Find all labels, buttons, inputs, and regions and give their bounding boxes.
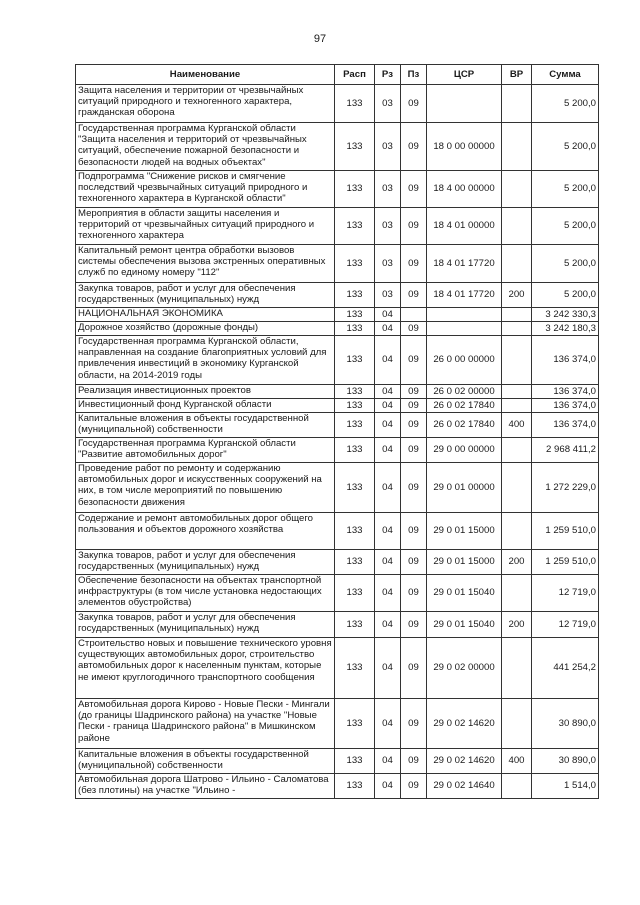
row-sum: 441 254,2: [532, 638, 599, 699]
row-name: Автомобильная дорога Кирово - Новые Пески - Мингали (до границы Шадринского района) на участке "Новые Пески - граница Шадринского района" в Мишкинском районе: [76, 699, 335, 749]
table-row: [76, 413, 599, 438]
row-vr: [502, 513, 532, 550]
row-pz: 09: [401, 336, 427, 385]
header-pz: Пз: [401, 65, 427, 85]
row-sum: 30 890,0: [532, 749, 599, 774]
table-row: [76, 385, 599, 399]
row-sum: 12 719,0: [532, 612, 599, 638]
row-pz: 09: [401, 85, 427, 123]
row-pz: 09: [401, 463, 427, 513]
row-pz: 09: [401, 123, 427, 171]
header-csr: ЦСР: [427, 65, 502, 85]
row-rasp: 133: [335, 513, 375, 550]
header-rasp: Расп: [335, 65, 375, 85]
row-vr: [502, 399, 532, 413]
row-name: Реализация инвестиционных проектов: [76, 385, 335, 399]
row-pz: 09: [401, 385, 427, 399]
row-pz: [401, 308, 427, 322]
row-sum: 5 200,0: [532, 245, 599, 283]
row-pz: 09: [401, 413, 427, 438]
row-rz: 03: [375, 171, 401, 208]
row-csr: 29 0 01 15000: [427, 513, 502, 550]
row-vr: 200: [502, 612, 532, 638]
row-name: Автомобильная дорога Шатрово - Ильино - Саломатова (без плотины) на участке "Ильино -: [76, 774, 335, 799]
row-csr: [427, 85, 502, 123]
row-rasp: 133: [335, 399, 375, 413]
table-row: [76, 171, 599, 208]
table-row: [76, 513, 599, 550]
row-rasp: 133: [335, 208, 375, 245]
table-body: [76, 85, 599, 799]
row-rz: 04: [375, 638, 401, 699]
row-rasp: 133: [335, 550, 375, 575]
row-rz: 04: [375, 699, 401, 749]
row-pz: 09: [401, 399, 427, 413]
row-csr: 26 0 02 17840: [427, 399, 502, 413]
row-name: Государственная программа Курганской области, направленная на создание благоприятных условий для привлечения инвестиций в экономику Курганской области, на 2014-2019 годы: [76, 336, 335, 385]
header-sum: Сумма: [532, 65, 599, 85]
row-csr: 29 0 02 14620: [427, 749, 502, 774]
row-sum: 136 374,0: [532, 413, 599, 438]
row-csr: 29 0 01 15040: [427, 612, 502, 638]
row-rasp: 133: [335, 774, 375, 799]
row-csr: 29 0 02 00000: [427, 638, 502, 699]
row-csr: 18 4 01 17720: [427, 283, 502, 308]
row-name: НАЦИОНАЛЬНАЯ ЭКОНОМИКА: [76, 308, 335, 322]
row-pz: 09: [401, 699, 427, 749]
row-name: Строительство новых и повышение технического уровня существующих автомобильных дорог, строительство автомобильных дорог к населенным пунктам, которые не имеют круглогодичного транспортного сообщения: [76, 638, 335, 699]
row-rasp: 133: [335, 245, 375, 283]
row-name: Капитальные вложения в объекты государственной (муниципальной) собственности: [76, 413, 335, 438]
row-vr: 400: [502, 749, 532, 774]
row-vr: [502, 308, 532, 322]
row-csr: 29 0 01 00000: [427, 463, 502, 513]
row-name: Закупка товаров, работ и услуг для обеспечения государственных (муниципальных) нужд: [76, 550, 335, 575]
row-rz: 03: [375, 123, 401, 171]
row-name: Дорожное хозяйство (дорожные фонды): [76, 322, 335, 336]
row-csr: 18 4 01 00000: [427, 208, 502, 245]
row-csr: 29 0 01 15000: [427, 550, 502, 575]
row-sum: 136 374,0: [532, 385, 599, 399]
row-rz: 04: [375, 413, 401, 438]
row-vr: [502, 385, 532, 399]
row-vr: [502, 336, 532, 385]
row-rasp: 133: [335, 283, 375, 308]
row-vr: [502, 322, 532, 336]
row-rz: 04: [375, 749, 401, 774]
table-row: [76, 399, 599, 413]
row-sum: 5 200,0: [532, 208, 599, 245]
row-vr: [502, 208, 532, 245]
row-csr: 18 0 00 00000: [427, 123, 502, 171]
row-vr: [502, 638, 532, 699]
header-rz: Рз: [375, 65, 401, 85]
row-sum: 1 272 229,0: [532, 463, 599, 513]
row-sum: 2 968 411,2: [532, 438, 599, 463]
header-vr: ВР: [502, 65, 532, 85]
table-row: [76, 85, 599, 123]
row-csr: 26 0 00 00000: [427, 336, 502, 385]
row-sum: 5 200,0: [532, 85, 599, 123]
row-sum: 3 242 180,3: [532, 322, 599, 336]
row-name: Закупка товаров, работ и услуг для обеспечения государственных (муниципальных) нужд: [76, 612, 335, 638]
row-pz: 09: [401, 513, 427, 550]
row-rasp: 133: [335, 575, 375, 612]
row-name: Проведение работ по ремонту и содержанию автомобильных дорог и искусственных сооружений на них, в том числе мероприятий по повышению безопасности движения: [76, 463, 335, 513]
row-csr: 18 4 00 00000: [427, 171, 502, 208]
table-row: [76, 123, 599, 171]
table-row: [76, 245, 599, 283]
row-rz: 03: [375, 245, 401, 283]
row-csr: 29 0 00 00000: [427, 438, 502, 463]
table-row: [76, 699, 599, 749]
row-pz: 09: [401, 550, 427, 575]
row-name: Содержание и ремонт автомобильных дорог общего пользования и объектов дорожного хозяйства: [76, 513, 335, 550]
row-pz: 09: [401, 208, 427, 245]
row-name: Закупка товаров, работ и услуг для обеспечения государственных (муниципальных) нужд: [76, 283, 335, 308]
row-sum: 12 719,0: [532, 575, 599, 612]
row-rasp: 133: [335, 385, 375, 399]
row-name: Подпрограмма "Снижение рисков и смягчение последствий чрезвычайных ситуаций природного и техногенного характера в Курганской области": [76, 171, 335, 208]
row-pz: 09: [401, 749, 427, 774]
row-csr: 29 0 02 14640: [427, 774, 502, 799]
row-name: Государственная программа Курганской области "Защита населения и территорий от чрезвычайных ситуаций, обеспечение пожарной безопасности и безопасности людей на водных объектах": [76, 123, 335, 171]
row-rz: 04: [375, 399, 401, 413]
table-row: [76, 638, 599, 699]
row-vr: 400: [502, 413, 532, 438]
row-rz: 04: [375, 513, 401, 550]
row-rz: 04: [375, 322, 401, 336]
row-rasp: 133: [335, 638, 375, 699]
row-rasp: 133: [335, 171, 375, 208]
row-rz: 04: [375, 336, 401, 385]
row-rz: 03: [375, 85, 401, 123]
row-rasp: 133: [335, 123, 375, 171]
row-rz: 04: [375, 774, 401, 799]
row-rz: 04: [375, 575, 401, 612]
row-rasp: 133: [335, 413, 375, 438]
row-rasp: 133: [335, 85, 375, 123]
row-sum: 136 374,0: [532, 399, 599, 413]
row-vr: [502, 774, 532, 799]
row-rasp: 133: [335, 463, 375, 513]
row-sum: 5 200,0: [532, 283, 599, 308]
row-vr: [502, 575, 532, 612]
row-name: Капитальный ремонт центра обработки вызовов системы обеспечения вызова экстренных оперативных служб по единому номеру "112": [76, 245, 335, 283]
row-rz: 04: [375, 463, 401, 513]
row-vr: 200: [502, 550, 532, 575]
row-name: Государственная программа Курганской области "Развитие автомобильных дорог": [76, 438, 335, 463]
row-vr: [502, 171, 532, 208]
row-csr: [427, 322, 502, 336]
row-rz: 04: [375, 550, 401, 575]
row-vr: [502, 438, 532, 463]
row-name: Защита населения и территории от чрезвычайных ситуаций природного и техногенного характера, гражданская оборона: [76, 85, 335, 123]
row-pz: 09: [401, 171, 427, 208]
row-pz: 09: [401, 322, 427, 336]
row-rasp: 133: [335, 308, 375, 322]
row-sum: 1 259 510,0: [532, 550, 599, 575]
row-sum: 3 242 330,3: [532, 308, 599, 322]
row-rz: 04: [375, 385, 401, 399]
row-csr: [427, 308, 502, 322]
row-vr: [502, 463, 532, 513]
row-csr: 29 0 02 14620: [427, 699, 502, 749]
row-csr: 29 0 01 15040: [427, 575, 502, 612]
table-header-row: [76, 65, 599, 85]
table-row: [76, 208, 599, 245]
row-pz: 09: [401, 774, 427, 799]
row-vr: [502, 85, 532, 123]
row-rasp: 133: [335, 749, 375, 774]
table-row: [76, 438, 599, 463]
table-row: [76, 463, 599, 513]
row-sum: 5 200,0: [532, 123, 599, 171]
table-row: [76, 612, 599, 638]
row-vr: [502, 699, 532, 749]
row-vr: 200: [502, 283, 532, 308]
row-rz: 04: [375, 612, 401, 638]
row-vr: [502, 123, 532, 171]
page-number: 97: [313, 33, 327, 45]
row-rz: 04: [375, 308, 401, 322]
row-rz: 03: [375, 208, 401, 245]
row-name: Мероприятия в области защиты населения и территорий от чрезвычайных ситуаций природного и техногенного характера: [76, 208, 335, 245]
row-name: Капитальные вложения в объекты государственной (муниципальной) собственности: [76, 749, 335, 774]
row-pz: 09: [401, 283, 427, 308]
row-sum: 1 259 510,0: [532, 513, 599, 550]
row-csr: 18 4 01 17720: [427, 245, 502, 283]
row-rasp: 133: [335, 322, 375, 336]
table-row: [76, 575, 599, 612]
row-sum: 136 374,0: [532, 336, 599, 385]
header-name: Наименование: [76, 65, 335, 85]
row-rz: 03: [375, 283, 401, 308]
table-row: [76, 322, 599, 336]
row-name: Обеспечение безопасности на объектах транспортной инфраструктуры (в том числе установка недостающих элементов обустройства): [76, 575, 335, 612]
row-name: Инвестиционный фонд Курганской области: [76, 399, 335, 413]
row-vr: [502, 245, 532, 283]
table-row: [76, 550, 599, 575]
table-row: [76, 774, 599, 799]
row-rasp: 133: [335, 336, 375, 385]
table-row: [76, 749, 599, 774]
row-pz: 09: [401, 612, 427, 638]
row-csr: 26 0 02 17840: [427, 413, 502, 438]
table-row: [76, 283, 599, 308]
budget-table: [75, 64, 599, 799]
row-pz: 09: [401, 245, 427, 283]
row-sum: 1 514,0: [532, 774, 599, 799]
row-csr: 26 0 02 00000: [427, 385, 502, 399]
row-pz: 09: [401, 438, 427, 463]
table-row: [76, 336, 599, 385]
row-pz: 09: [401, 575, 427, 612]
row-sum: 5 200,0: [532, 171, 599, 208]
row-rasp: 133: [335, 699, 375, 749]
row-pz: 09: [401, 638, 427, 699]
table-row: [76, 308, 599, 322]
row-sum: 30 890,0: [532, 699, 599, 749]
row-rasp: 133: [335, 438, 375, 463]
row-rasp: 133: [335, 612, 375, 638]
row-rz: 04: [375, 438, 401, 463]
